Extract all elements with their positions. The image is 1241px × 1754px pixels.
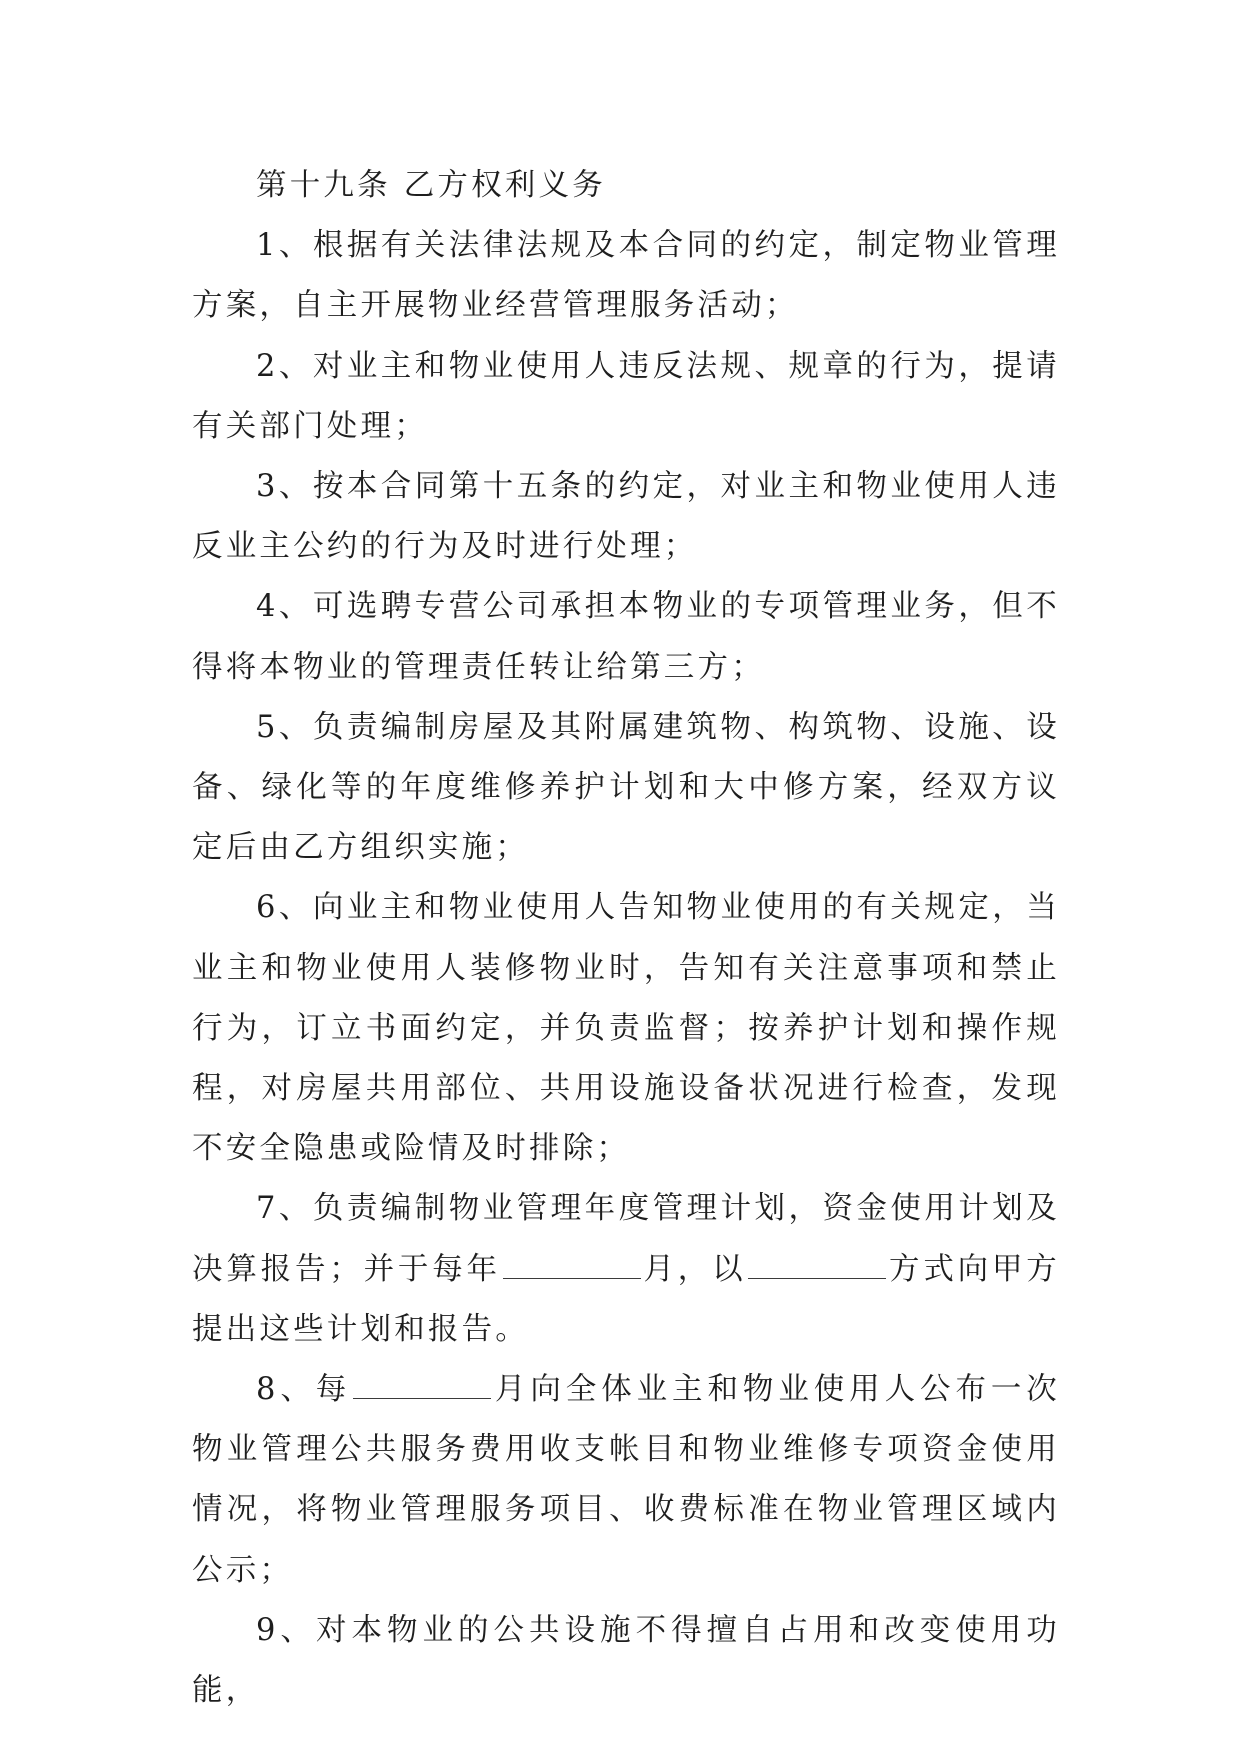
fill-in-blank-interval[interactable] [353, 1378, 491, 1399]
clause-8-text-2: 月向全体业主和物业使用人公布一次物业管理公共服务费用收支帐目和物业维修专项资金使用情况，将物业管理服务项目、收费标准在物业管理区域内公示； [192, 1372, 1060, 1588]
clause-8-text-1: 8、每 [256, 1372, 352, 1408]
clause-9: 9、对本物业的公共设施不得擅自占用和改变使用功能， [192, 1612, 1060, 1709]
clause-7-text-3: 方式向甲方提出这些计划和报告。 [192, 1251, 1060, 1347]
clause-7 [192, 1179, 1060, 1360]
clause-1: 1、根据有关法律法规及本合同的约定，制定物业管理方案，自主开展物业经营管理服务活动； [192, 228, 1060, 324]
clause-8 [192, 1360, 1060, 1601]
clause-3: 3、按本合同第十五条的约定，对业主和物业使用人违反业主公约的行为及时进行处理； [192, 469, 1060, 565]
clause-2: 2、对业主和物业使用人违反法规、规章的行为，提请有关部门处理； [192, 348, 1060, 444]
clause-6: 6、向业主和物业使用人告知物业使用的有关规定，当业主和物业使用人装修物业时，告知有关注意事项和禁止行为，订立书面约定，并负责监督；按养护计划和操作规程，对房屋共用部位、共用设施设备状况进行检查，发现不安全隐患或险情及时排除； [192, 890, 1060, 1167]
document-body [192, 156, 1060, 1721]
fill-in-blank-month[interactable] [503, 1258, 641, 1279]
article-heading: 第十九条 乙方权利义务 [256, 168, 606, 203]
clause-7-text-1: 7、负责编制物业管理年度管理计划，资金使用计划及决算报告；并于每年 [192, 1191, 1060, 1287]
clause-5: 5、负责编制房屋及其附属建筑物、构筑物、设施、设备、绿化等的年度维修养护计划和大中修方案，经双方议定后由乙方组织实施； [192, 709, 1060, 866]
clause-4: 4、可选聘专营公司承担本物业的专项管理业务，但不得将本物业的管理责任转让给第三方； [192, 589, 1060, 685]
clause-7-text-2: 月，以 [642, 1251, 747, 1287]
fill-in-blank-method[interactable] [748, 1258, 886, 1279]
